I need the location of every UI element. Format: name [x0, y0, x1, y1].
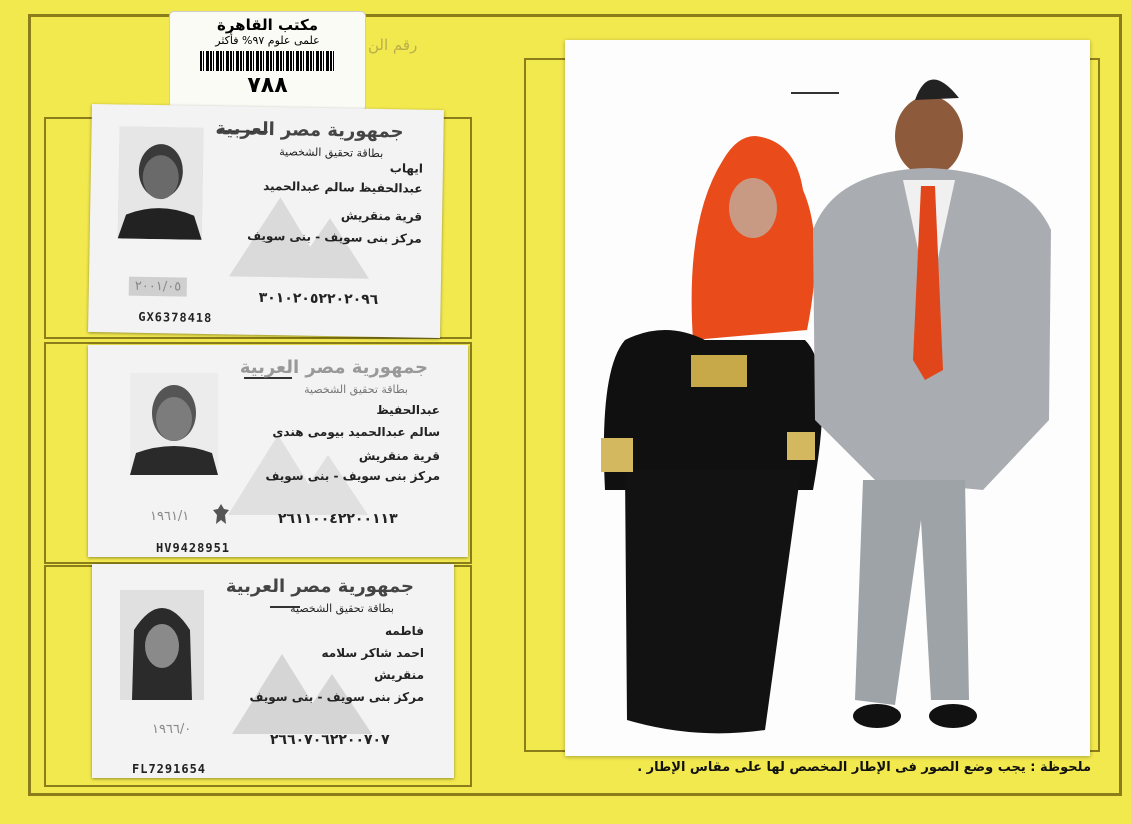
full-name: سالم عبدالحميد بيومى هندى — [272, 425, 440, 439]
pyramids-watermark — [218, 405, 378, 525]
faded-label: رقم الن — [368, 36, 418, 54]
full-name: احمد شاكر سلامه — [321, 646, 424, 660]
card-header: جمهورية مصر العربية — [215, 118, 404, 143]
first-name: ايهاب — [389, 161, 424, 176]
program-name: علمى علوم ٩٧% فأكثر — [215, 34, 320, 47]
couple-illustration — [565, 40, 1090, 756]
pyramids-watermark — [222, 624, 382, 744]
card-subheader: بطاقة تحقيق الشخصية — [290, 602, 394, 615]
office-name: مكتب القاهرة — [216, 16, 319, 34]
card-serial: GX6378418 — [138, 309, 213, 326]
village: منقريش — [374, 668, 424, 682]
card-header: جمهورية مصر العربية — [239, 357, 428, 378]
barcode — [200, 51, 335, 71]
national-id: ٢٦٦٠٧٠٦٢٢٠٠٧٠٧ — [270, 732, 390, 748]
holder-photo — [118, 126, 204, 239]
holder-photo — [130, 373, 218, 475]
district: مركز بنى سويف - بنى سويف — [265, 469, 440, 483]
couple-photo — [565, 40, 1090, 756]
village: قرية منقريش — [340, 208, 423, 224]
card-subheader: بطاقة تحقيق الشخصية — [279, 145, 384, 161]
village: قرية منقريش — [358, 449, 440, 463]
eagle-emblem-icon — [212, 503, 230, 525]
district: مركز بنى سويف - بنى سويف — [249, 690, 424, 704]
staple — [791, 92, 839, 94]
birth-date: ٢٠٠١/٠٥ — [129, 277, 188, 297]
id-card-1 — [88, 104, 444, 338]
card-subheader: بطاقة تحقيق الشخصية — [304, 383, 408, 396]
first-name: فاطمه — [385, 624, 424, 638]
card-header: جمهورية مصر العربية — [225, 576, 414, 597]
first-name: عبدالحفيظ — [376, 403, 440, 417]
card-serial: HV9428951 — [156, 541, 231, 555]
id-card-2 — [88, 345, 468, 557]
placement-note: ملحوظة : يجب وضع الصور فى الإطار المخصص لها على مقاس الإطار . — [637, 760, 1091, 775]
office-label-sticker — [170, 12, 365, 110]
birth-date: ١٩٦١/١ — [150, 509, 190, 524]
office-number: ٧٨٨ — [247, 73, 288, 98]
national-id: ٣٠١٠٢٠٥٢٢٠٢٠٩٦ — [258, 289, 379, 308]
holder-photo — [120, 590, 204, 700]
full-name: عبدالحفيظ سالم عبدالحميد — [263, 178, 423, 196]
card-serial: FL7291654 — [132, 762, 207, 776]
district: مركز بنى سويف - بنى سويف — [247, 228, 422, 246]
id-card-3 — [92, 564, 454, 778]
birth-date: ١٩٦٦/٠ — [152, 722, 192, 737]
national-id: ٢٦١١٠٠٤٢٢٠٠١١٣ — [278, 511, 398, 527]
